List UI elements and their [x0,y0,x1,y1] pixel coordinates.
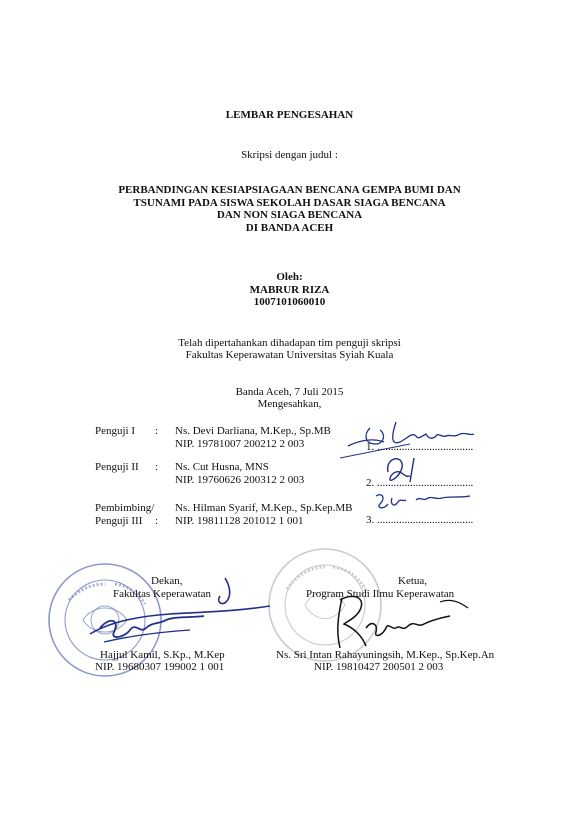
author-by-label: Oleh: [276,271,303,283]
examiner-role: Penguji I [95,425,136,437]
defense-line: Telah dipertahankan dihadapan tim penguji skripsi [178,337,401,349]
signature-line: 2. ................................... [366,477,474,489]
subtitle: Skripsi dengan judul : [241,149,338,161]
chair-title: Ketua, [398,575,428,587]
thesis-title-line: DAN NON SIAGA BENCANA [216,209,363,221]
examiner-2-signature-image [380,452,430,488]
chair-name: Ns. Sri Intan Rahayuningsih, M.Kep., Sp.Kep.An [276,649,495,661]
examiner-nip: NIP. 19781007 200212 2 003 [175,438,305,450]
thesis-title-line: PERBANDINGAN KESIAPSIAGAAN BENCANA GEMPA BUMI DAN [118,184,461,196]
chair-signature-image [300,588,480,658]
examiner-name: Ns. Devi Darliana, M.Kep., Sp.MB [175,425,331,437]
examiner-nip: NIP. 19760626 200312 2 003 [175,474,305,486]
ratification [0,386,579,410]
signature-line: 3. ................................... [366,514,474,526]
defense-line: Fakultas Keperawatan Universitas Syiah Kuala [185,349,394,361]
colon: : [155,515,159,527]
author-block [0,271,579,309]
dean-title: Dekan, [151,575,183,587]
examiner-role: Penguji II [95,461,139,473]
dean-signature-image [80,572,290,662]
thesis-title-line: DI BANDA ACEH [245,221,334,234]
examiner-name: Ns. Cut Husna, MNS [175,461,269,473]
examiner-role-secondary: Penguji III [95,515,143,527]
examiner-name: Ns. Hilman Syarif, M.Kep., Sp.Kep.MB [175,502,353,514]
ratified-label: Mengesahkan, [257,398,322,410]
author-nim: 1007101060010 [253,296,326,308]
thesis-title [0,184,579,234]
author-name: MABRUR RIZA [249,283,330,296]
chair-program: Program Studi Ilmu Keperawatan [306,588,455,600]
examiner-nip: NIP. 19811128 201012 1 001 [175,515,304,527]
colon: : [155,461,159,473]
place-date: Banda Aceh, 7 Juli 2015 [235,386,344,398]
defense-statement [0,337,579,361]
chair-nip: NIP. 19810427 200501 2 003 [314,661,444,673]
signature-line: 1. ................................... [366,441,474,453]
dean-faculty: Fakultas Keperawatan [113,588,212,600]
examiner-3-signature-image [370,488,480,518]
colon: : [155,425,159,437]
dean-name: Hajjul Kamil, S.Kp., M.Kep [100,649,225,661]
dean-nip: NIP. 19680307 199002 1 001 [95,661,225,673]
thesis-title-line: TSUNAMI PADA SISWA SEKOLAH DASAR SIAGA BENCANA [133,196,446,209]
examiner-role: Pembimbing/ [95,502,155,514]
page-heading: LEMBAR PENGESAHAN [225,109,354,121]
